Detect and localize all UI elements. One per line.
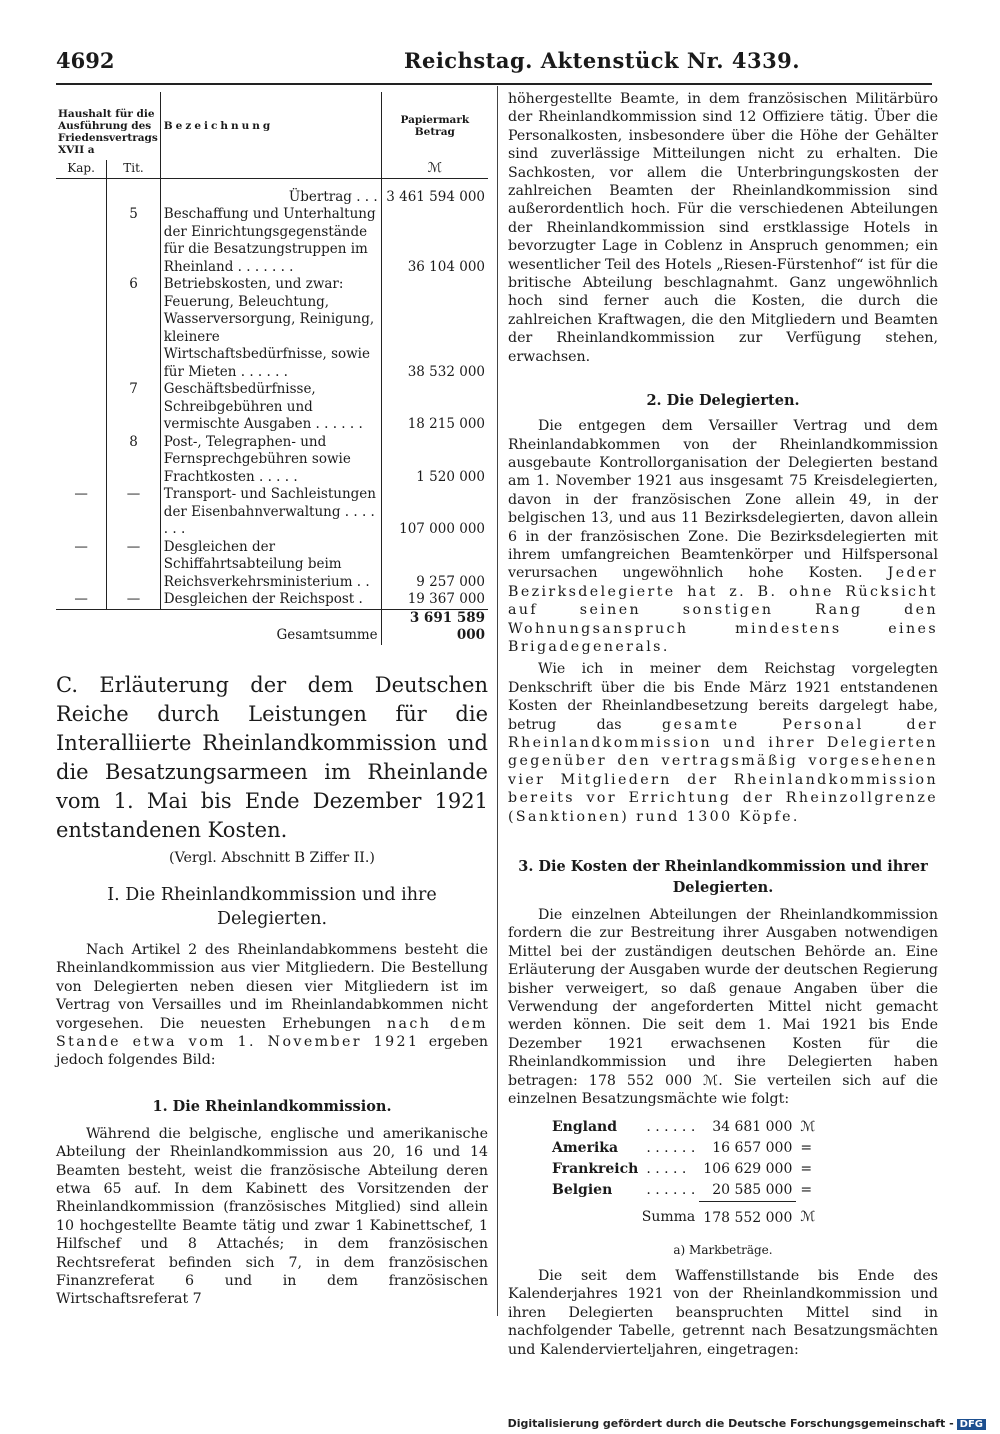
table-row: — — Desgleichen der Reichspost . 19 367 000 bbox=[56, 591, 488, 609]
total-amount: 3 691 589 000 bbox=[381, 609, 488, 645]
row-amount: 3 461 594 000 bbox=[386, 188, 485, 205]
summa-amount: 178 552 000 bbox=[703, 1209, 793, 1226]
summa-label: Summa bbox=[641, 1209, 696, 1226]
subsection-1-heading: 1. Die Rheinlandkommission. bbox=[152, 1097, 392, 1115]
table-row: England . . . . . . 34 681 000 ℳ bbox=[552, 1118, 816, 1135]
header-rule bbox=[56, 83, 932, 85]
table-row: 7 Geschäftsbedürfnisse, Schreibgebühren und vermischte Ausgaben . . . . . . 18 215 000 bbox=[56, 381, 488, 434]
head-bezeichnung: Bezeichnung bbox=[160, 92, 381, 160]
page-header bbox=[56, 40, 936, 80]
head-unit: ℳ bbox=[381, 160, 488, 178]
row-label: Betriebskosten, und zwar: Feuerung, Beleuchtung, Wasserversorgung, Reinigung, kleinere Wirtschaftsbedürfnisse, sowie für Mieten . . . . . . bbox=[160, 276, 381, 381]
distribution-table bbox=[548, 1117, 819, 1229]
table-subhead-row bbox=[56, 160, 488, 178]
column-divider bbox=[497, 86, 498, 1316]
vergl-note: (Vergl. Abschnitt B Ziffer II.) bbox=[169, 849, 375, 866]
right-column bbox=[508, 90, 938, 1359]
paragraph: Wie ich in meiner dem Reichstag vorgelegten Denkschrift über die bis Ende März 1921 entstandenen Kosten der Rheinlandbesetzung bereits dargelegt habe, betrug das gesamte Personal der Rheinlandkommission und ihrer Delegierten gegenüber den vertragsmäßig vorgesehenen vier Mitgliedern der Rheinlandkommission bereits vor Errichtung der Rheinzollgrenze (Sanktionen) rund 1300 Köpfe. bbox=[508, 661, 938, 825]
row-amount: 9 257 000 bbox=[416, 573, 485, 590]
table-row: 8 Post-, Telegraphen- und Fernsprechgebühren sowie Frachtkosten . . . . . 1 520 000 bbox=[56, 434, 488, 487]
table-row: 5 Beschaffung und Unterhaltung der Einrichtungsgegenstände für die Besatzungstruppen im Rheinland . . . . . . . 36 104 000 bbox=[56, 206, 488, 276]
paragraph: höhergestellte Beamte, in dem französischen Militärbüro der Rheinlandkommission sind 12 Offiziere tätig. Über die Personalkosten, insbesondere über die Höhe der Gehälter sind zuverlässige Mitteilungen nicht zu erhalten. Die Sachkosten, vor allem die Unterbringungskosten der zahlreichen Beamten der Rheinlandkommission sind außerordentlich hoch. Für die verschiedenen Abteilungen der Rheinlandkommission sind erstklassige Hotels in bevorzugter Lage in Coblenz in Anspruch genommen; ein wesentlicher Teil des Hotels „Riesen-Fürstenhof“ ist für die britische Abteilung beschlagnahmt. Ganz ungewöhnlich hoch sind ferner auch die Kosten, die durch die zahlreichen Kraftwagen, die den Mitgliedern und Beamten der Rheinlandkommission zur Verfügung stehen, erwachsen. bbox=[508, 91, 938, 365]
table-row: 6 Betriebskosten, und zwar: Feuerung, Beleuchtung, Wasserversorgung, Reinigung, kleinere Wirtschaftsbedürfnisse, sowie für Mieten . . . . . . 38 532 000 bbox=[56, 276, 488, 381]
head-kap: Kap. bbox=[56, 160, 107, 178]
table-total-row bbox=[56, 609, 488, 645]
row-label: Desgleichen der Schiffahrtsabteilung beim Reichsverkehrsministerium . . bbox=[160, 539, 381, 592]
row-label: Geschäftsbedürfnisse, Schreibgebühren und vermischte Ausgaben . . . . . . bbox=[160, 381, 381, 434]
row-label: Beschaffung und Unterhaltung der Einrichtungsgegenstände für die Besatzungstruppen im Rheinland . . . . . . . bbox=[160, 206, 381, 276]
table-row: — — Desgleichen der Schiffahrtsabteilung beim Reichsverkehrsministerium . . 9 257 000 bbox=[56, 539, 488, 592]
table-row bbox=[56, 189, 488, 207]
table-row: Frankreich . . . . . 106 629 000 = bbox=[552, 1160, 813, 1177]
footer-credit: Digitalisierung gefördert durch die Deutsche Forschungsgemeinschaft - DFG bbox=[508, 1417, 986, 1430]
summa-row: Summa 178 552 000 ℳ bbox=[548, 1201, 819, 1229]
table-row: Belgien . . . . . . 20 585 000 = bbox=[548, 1180, 819, 1202]
head-amount: Papiermark Betrag bbox=[400, 114, 470, 138]
paragraph: Die seit dem Waffenstillstande bis Ende des Kalenderjahres 1921 von der Rheinlandkommission und ihren Delegierten beanspruchten Mittel sind in nachfolgender Tabelle, getrennt nach Besatzungsmächten und Kalendervierteljahren, eingetragen: bbox=[508, 1267, 938, 1358]
row-amount: 1 520 000 bbox=[416, 468, 485, 485]
row-label: Desgleichen der Reichspost . bbox=[160, 591, 381, 609]
row-label: Übertrag . . . bbox=[160, 189, 381, 207]
page-number: 4692 bbox=[56, 48, 115, 73]
subsection-3-heading: 3. Die Kosten der Rheinlandkommission und ihrer Delegierten. bbox=[518, 858, 928, 897]
row-amount: 36 104 000 bbox=[407, 258, 485, 275]
row-amount: 19 367 000 bbox=[407, 591, 485, 607]
row-label: Transport- und Sachleistungen der Eisenbahnverwaltung . . . . . . . bbox=[160, 486, 381, 539]
section-i-heading: I. Die Rheinlandkommission und ihre Delegierten. bbox=[107, 884, 437, 929]
paragraph: Während die belgische, englische und amerikanische Abteilung der Rheinlandkommission aus 20, 16 und 14 Beamten besteht, weist die französische Abteilung deren etwa 65 auf. In dem Kabinett des Vorsitzenden der Rheinlandkommission (französisches Mitglied) sind allein 10 hochgestellte Beamte tätig und zwar 1 Kabinettschef, 1 Hilfschef und 8 Attachés; in dem französischen Rechtsreferat befinden sich 7, in dem französischen Finanzreferat 6 und in dem französischen Wirtschaftsreferat 7 bbox=[56, 1125, 488, 1308]
row-amount: 38 532 000 bbox=[407, 363, 485, 380]
left-column bbox=[56, 92, 488, 1309]
head-group: Haushalt für die Ausführung des Friedensvertrags XVII a bbox=[56, 92, 160, 160]
total-label: Gesamtsumme bbox=[56, 609, 381, 645]
table-head-row bbox=[56, 92, 488, 160]
row-label: Post-, Telegraphen- und Fernsprechgebühren sowie Frachtkosten . . . . . bbox=[160, 434, 381, 487]
paragraph: Die einzelnen Abteilungen der Rheinlandkommission fordern die zur Bestreitung ihrer Ausgaben notwendigen Mittel bei der zuständigen deutschen Behörde an. Eine Erläuterung der Ausgaben wurde der deutschen Regierung bisher verweigert, so daß genaue Angaben über die Verwendung der angeforderten Mittel nicht gemacht werden können. Die seit dem 1. Mai 1921 bis Ende Dezember 1921 erwachsenen Kosten für die Rheinlandkommission und ihre Delegierten haben betragen: 178 552 000 ℳ. Sie verteilen sich auf die einzelnen Besatzungsmächte wie folgt: bbox=[508, 907, 938, 1108]
sub-label-a: a) Markbeträge. bbox=[673, 1242, 773, 1257]
row-amount: 107 000 000 bbox=[399, 521, 485, 537]
page-title: Reichstag. Aktenstück Nr. 4339. bbox=[404, 48, 801, 73]
section-c-heading: C. Erläuterung der dem Deutschen Reiche durch Leistungen für die Interalliierte Rheinlandkommission und die Besatzungsarmeen im Rheinlande vom 1. Mai bis Ende Dezember 1921 entstandenen Kosten. bbox=[56, 672, 488, 842]
row-amount: 18 215 000 bbox=[407, 416, 485, 432]
subsection-2-heading: 2. Die Delegierten. bbox=[646, 392, 800, 410]
dfg-logo: DFG bbox=[957, 1419, 986, 1430]
table-row: Amerika . . . . . . 16 657 000 = bbox=[552, 1139, 813, 1156]
table-row bbox=[56, 178, 488, 189]
head-tit: Tit. bbox=[107, 160, 161, 178]
budget-table bbox=[56, 92, 488, 645]
paragraph: Nach Artikel 2 des Rheinlandabkommens besteht die Rheinlandkommission aus vier Mitgliedern. Die Bestellung von Delegierten neben diesen vier Mitgliedern ist im Vertrag von Versailles und im Rheinlandabkommen nicht vorgesehen. Die neuesten Erhebungen nach dem Stande etwa vom 1. November 1921 ergeben jedoch folgendes Bild: bbox=[56, 941, 489, 1069]
table-row: — — Transport- und Sachleistungen der Eisenbahnverwaltung . . . . . . . 107 000 000 bbox=[56, 486, 488, 539]
paragraph: Die entgegen dem Versailler Vertrag und dem Rheinlandabkommen von der Rheinlandkommission ausgebaute Kontrollorganisation der Delegierten bestand am 1. November 1921 aus insgesamt 75 Kreisdelegierten, davon in der französischen Zone allein 49, in der belgischen 13, und aus 11 Bezirksdelegierten, davon allein 6 in der französischen Zone. Die Bezirksdelegierten mit ihrem umfangreichen Beamtenkörper und Hilfspersonal verursachen ungewöhnlich hohe Kosten. Jeder Bezirksdelegierte hat z. B. ohne Rücksicht auf seinen sonstigen Rang den Wohnungsanspruch mindestens eines Brigadegenerals. bbox=[508, 418, 938, 655]
